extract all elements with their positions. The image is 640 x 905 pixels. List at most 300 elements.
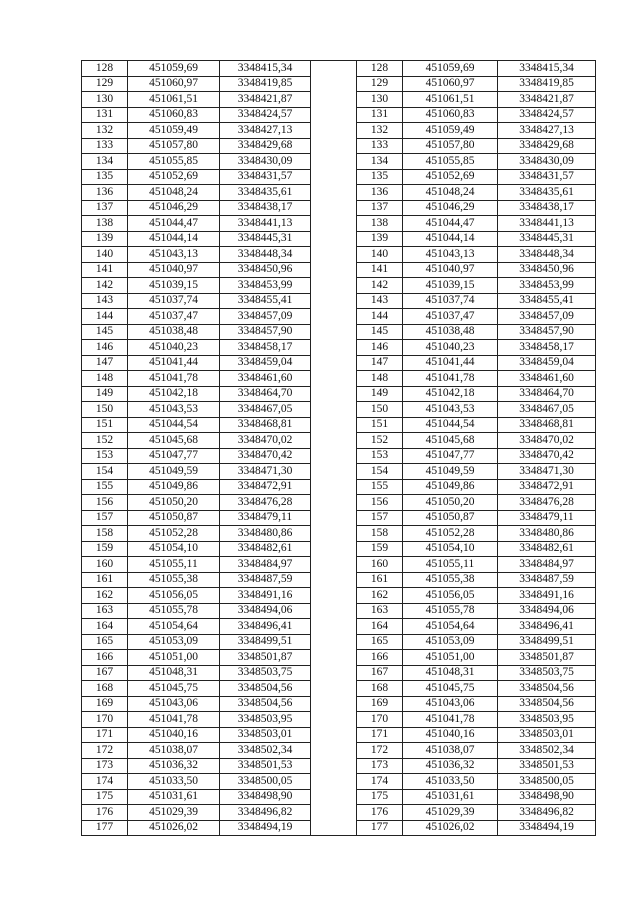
right-y-coordinate-cell: 3348484,97 [498,557,596,573]
right-y-coordinate-cell: 3348429,68 [498,138,596,154]
right-point-number-cell: 162 [357,588,403,604]
right-x-coordinate-cell: 451050,20 [403,495,498,511]
left-point-number-cell: 152 [82,433,128,449]
right-point-number-cell: 146 [357,340,403,356]
right-point-number-cell: 177 [357,820,403,836]
right-x-coordinate-cell: 451055,85 [403,154,498,170]
table-row [82,634,596,650]
table-gap-cell [311,572,357,588]
right-point-number-cell: 175 [357,789,403,805]
right-y-coordinate-cell: 3348498,90 [498,789,596,805]
left-x-coordinate-cell: 451043,53 [128,402,220,418]
right-point-number-cell: 161 [357,572,403,588]
left-x-coordinate-cell: 451043,06 [128,696,220,712]
left-y-coordinate-cell: 3348503,75 [220,665,311,681]
coordinates-table [81,60,596,836]
right-y-coordinate-cell: 3348482,61 [498,541,596,557]
left-x-coordinate-cell: 451047,77 [128,448,220,464]
table-gap-cell [311,448,357,464]
table-gap-cell [311,479,357,495]
right-x-coordinate-cell: 451044,54 [403,417,498,433]
right-point-number-cell: 128 [357,61,403,77]
right-point-number-cell: 156 [357,495,403,511]
table-gap-cell [311,231,357,247]
right-y-coordinate-cell: 3348457,09 [498,309,596,325]
right-y-coordinate-cell: 3348494,06 [498,603,596,619]
table-row [82,107,596,123]
left-point-number-cell: 148 [82,371,128,387]
left-point-number-cell: 145 [82,324,128,340]
left-y-coordinate-cell: 3348476,28 [220,495,311,511]
right-point-number-cell: 154 [357,464,403,480]
table-gap-cell [311,123,357,139]
right-x-coordinate-cell: 451038,48 [403,324,498,340]
table-gap-cell [311,154,357,170]
table-row [82,681,596,697]
left-point-number-cell: 130 [82,92,128,108]
table-row [82,696,596,712]
right-x-coordinate-cell: 451040,16 [403,727,498,743]
table-row [82,402,596,418]
table-gap-cell [311,324,357,340]
right-x-coordinate-cell: 451049,86 [403,479,498,495]
right-x-coordinate-cell: 451026,02 [403,820,498,836]
left-x-coordinate-cell: 451044,54 [128,417,220,433]
left-x-coordinate-cell: 451060,83 [128,107,220,123]
table-row [82,309,596,325]
left-y-coordinate-cell: 3348421,87 [220,92,311,108]
left-y-coordinate-cell: 3348457,09 [220,309,311,325]
table-gap-cell [311,278,357,294]
right-x-coordinate-cell: 451053,09 [403,634,498,650]
table-gap-cell [311,588,357,604]
left-y-coordinate-cell: 3348504,56 [220,681,311,697]
left-y-coordinate-cell: 3348415,34 [220,61,311,77]
right-x-coordinate-cell: 451046,29 [403,200,498,216]
left-point-number-cell: 142 [82,278,128,294]
table-gap-cell [311,727,357,743]
right-point-number-cell: 158 [357,526,403,542]
right-y-coordinate-cell: 3348503,01 [498,727,596,743]
right-point-number-cell: 132 [357,123,403,139]
table-row [82,572,596,588]
right-x-coordinate-cell: 451048,31 [403,665,498,681]
table-row [82,805,596,821]
table-gap-cell [311,758,357,774]
right-x-coordinate-cell: 451047,77 [403,448,498,464]
left-x-coordinate-cell: 451040,97 [128,262,220,278]
left-x-coordinate-cell: 451048,31 [128,665,220,681]
right-point-number-cell: 171 [357,727,403,743]
left-point-number-cell: 177 [82,820,128,836]
left-x-coordinate-cell: 451055,78 [128,603,220,619]
left-x-coordinate-cell: 451037,47 [128,309,220,325]
table-row [82,665,596,681]
table-row [82,619,596,635]
right-point-number-cell: 163 [357,603,403,619]
left-point-number-cell: 132 [82,123,128,139]
left-y-coordinate-cell: 3348471,30 [220,464,311,480]
table-gap-cell [311,805,357,821]
table-row [82,433,596,449]
left-y-coordinate-cell: 3348479,11 [220,510,311,526]
table-row [82,479,596,495]
left-x-coordinate-cell: 451048,24 [128,185,220,201]
right-x-coordinate-cell: 451043,13 [403,247,498,263]
left-point-number-cell: 133 [82,138,128,154]
right-y-coordinate-cell: 3348501,87 [498,650,596,666]
left-y-coordinate-cell: 3348441,13 [220,216,311,232]
left-point-number-cell: 173 [82,758,128,774]
left-x-coordinate-cell: 451039,15 [128,278,220,294]
table-gap-cell [311,169,357,185]
left-point-number-cell: 136 [82,185,128,201]
left-point-number-cell: 176 [82,805,128,821]
table-row [82,216,596,232]
right-y-coordinate-cell: 3348464,70 [498,386,596,402]
table-gap-cell [311,107,357,123]
table-row [82,262,596,278]
left-point-number-cell: 147 [82,355,128,371]
right-y-coordinate-cell: 3348445,31 [498,231,596,247]
right-y-coordinate-cell: 3348504,56 [498,696,596,712]
right-point-number-cell: 153 [357,448,403,464]
left-point-number-cell: 165 [82,634,128,650]
left-point-number-cell: 160 [82,557,128,573]
table-row [82,727,596,743]
left-x-coordinate-cell: 451049,59 [128,464,220,480]
left-x-coordinate-cell: 451056,05 [128,588,220,604]
table-row [82,200,596,216]
left-x-coordinate-cell: 451045,68 [128,433,220,449]
left-point-number-cell: 128 [82,61,128,77]
left-x-coordinate-cell: 451046,29 [128,200,220,216]
left-y-coordinate-cell: 3348470,42 [220,448,311,464]
left-y-coordinate-cell: 3348503,95 [220,712,311,728]
table-gap-cell [311,433,357,449]
left-y-coordinate-cell: 3348496,41 [220,619,311,635]
right-x-coordinate-cell: 451036,32 [403,758,498,774]
table-row [82,293,596,309]
table-gap-cell [311,247,357,263]
right-x-coordinate-cell: 451033,50 [403,774,498,790]
left-x-coordinate-cell: 451037,74 [128,293,220,309]
table-gap-cell [311,402,357,418]
table-gap-cell [311,355,357,371]
left-x-coordinate-cell: 451059,69 [128,61,220,77]
right-x-coordinate-cell: 451037,47 [403,309,498,325]
table-row [82,61,596,77]
right-x-coordinate-cell: 451031,61 [403,789,498,805]
left-y-coordinate-cell: 3348482,61 [220,541,311,557]
left-y-coordinate-cell: 3348501,87 [220,650,311,666]
table-gap-cell [311,665,357,681]
right-point-number-cell: 166 [357,650,403,666]
left-y-coordinate-cell: 3348450,96 [220,262,311,278]
left-x-coordinate-cell: 451050,20 [128,495,220,511]
table-row [82,541,596,557]
right-x-coordinate-cell: 451029,39 [403,805,498,821]
left-x-coordinate-cell: 451038,48 [128,324,220,340]
left-point-number-cell: 171 [82,727,128,743]
right-point-number-cell: 134 [357,154,403,170]
left-y-coordinate-cell: 3348496,82 [220,805,311,821]
left-y-coordinate-cell: 3348498,90 [220,789,311,805]
right-point-number-cell: 147 [357,355,403,371]
right-y-coordinate-cell: 3348480,86 [498,526,596,542]
right-point-number-cell: 135 [357,169,403,185]
left-y-coordinate-cell: 3348503,01 [220,727,311,743]
left-point-number-cell: 150 [82,402,128,418]
left-y-coordinate-cell: 3348501,53 [220,758,311,774]
right-x-coordinate-cell: 451054,64 [403,619,498,635]
right-x-coordinate-cell: 451040,23 [403,340,498,356]
table-row [82,510,596,526]
left-x-coordinate-cell: 451041,78 [128,371,220,387]
left-y-coordinate-cell: 3348458,17 [220,340,311,356]
left-point-number-cell: 158 [82,526,128,542]
table-gap-cell [311,61,357,77]
left-point-number-cell: 146 [82,340,128,356]
right-point-number-cell: 167 [357,665,403,681]
right-point-number-cell: 174 [357,774,403,790]
right-point-number-cell: 150 [357,402,403,418]
table-row [82,76,596,92]
left-y-coordinate-cell: 3348430,09 [220,154,311,170]
right-y-coordinate-cell: 3348453,99 [498,278,596,294]
table-row [82,588,596,604]
right-point-number-cell: 159 [357,541,403,557]
left-y-coordinate-cell: 3348464,70 [220,386,311,402]
left-point-number-cell: 140 [82,247,128,263]
left-point-number-cell: 157 [82,510,128,526]
left-y-coordinate-cell: 3348419,85 [220,76,311,92]
right-point-number-cell: 169 [357,696,403,712]
right-x-coordinate-cell: 451043,06 [403,696,498,712]
table-gap-cell [311,92,357,108]
left-x-coordinate-cell: 451054,64 [128,619,220,635]
left-y-coordinate-cell: 3348427,13 [220,123,311,139]
left-point-number-cell: 161 [82,572,128,588]
left-y-coordinate-cell: 3348424,57 [220,107,311,123]
right-x-coordinate-cell: 451042,18 [403,386,498,402]
left-y-coordinate-cell: 3348429,68 [220,138,311,154]
table-gap-cell [311,262,357,278]
right-y-coordinate-cell: 3348427,13 [498,123,596,139]
table-row [82,464,596,480]
right-point-number-cell: 168 [357,681,403,697]
right-x-coordinate-cell: 451037,74 [403,293,498,309]
right-x-coordinate-cell: 451051,00 [403,650,498,666]
left-x-coordinate-cell: 451033,50 [128,774,220,790]
table-gap-cell [311,526,357,542]
left-x-coordinate-cell: 451036,32 [128,758,220,774]
left-point-number-cell: 172 [82,743,128,759]
right-point-number-cell: 165 [357,634,403,650]
table-gap-cell [311,603,357,619]
right-y-coordinate-cell: 3348496,41 [498,619,596,635]
left-point-number-cell: 156 [82,495,128,511]
table-row [82,92,596,108]
left-x-coordinate-cell: 451029,39 [128,805,220,821]
table-gap-cell [311,309,357,325]
table-row [82,371,596,387]
table-row [82,340,596,356]
right-x-coordinate-cell: 451056,05 [403,588,498,604]
left-y-coordinate-cell: 3348500,05 [220,774,311,790]
right-point-number-cell: 155 [357,479,403,495]
table-row [82,123,596,139]
right-point-number-cell: 170 [357,712,403,728]
right-point-number-cell: 173 [357,758,403,774]
table-gap-cell [311,820,357,836]
table-gap-cell [311,340,357,356]
table-row [82,495,596,511]
left-y-coordinate-cell: 3348435,61 [220,185,311,201]
table-gap-cell [311,464,357,480]
right-y-coordinate-cell: 3348461,60 [498,371,596,387]
right-point-number-cell: 157 [357,510,403,526]
right-y-coordinate-cell: 3348435,61 [498,185,596,201]
right-point-number-cell: 176 [357,805,403,821]
table-row [82,247,596,263]
table-row [82,758,596,774]
left-point-number-cell: 155 [82,479,128,495]
left-point-number-cell: 141 [82,262,128,278]
left-point-number-cell: 129 [82,76,128,92]
left-y-coordinate-cell: 3348459,04 [220,355,311,371]
left-point-number-cell: 164 [82,619,128,635]
table-gap-cell [311,789,357,805]
table-row [82,557,596,573]
right-x-coordinate-cell: 451059,49 [403,123,498,139]
left-x-coordinate-cell: 451044,14 [128,231,220,247]
table-gap-cell [311,495,357,511]
left-point-number-cell: 139 [82,231,128,247]
table-gap-cell [311,386,357,402]
left-y-coordinate-cell: 3348487,59 [220,572,311,588]
left-x-coordinate-cell: 451042,18 [128,386,220,402]
left-y-coordinate-cell: 3348455,41 [220,293,311,309]
left-point-number-cell: 174 [82,774,128,790]
right-x-coordinate-cell: 451059,69 [403,61,498,77]
left-point-number-cell: 166 [82,650,128,666]
table-row [82,820,596,836]
table-row [82,603,596,619]
right-x-coordinate-cell: 451041,78 [403,371,498,387]
right-point-number-cell: 143 [357,293,403,309]
right-x-coordinate-cell: 451039,15 [403,278,498,294]
table-row [82,417,596,433]
right-point-number-cell: 148 [357,371,403,387]
left-x-coordinate-cell: 451038,07 [128,743,220,759]
left-y-coordinate-cell: 3348480,86 [220,526,311,542]
table-row [82,231,596,247]
left-y-coordinate-cell: 3348499,51 [220,634,311,650]
table-gap-cell [311,185,357,201]
left-x-coordinate-cell: 451060,97 [128,76,220,92]
right-y-coordinate-cell: 3348500,05 [498,774,596,790]
right-point-number-cell: 131 [357,107,403,123]
left-x-coordinate-cell: 451026,02 [128,820,220,836]
right-point-number-cell: 144 [357,309,403,325]
right-point-number-cell: 164 [357,619,403,635]
right-y-coordinate-cell: 3348470,42 [498,448,596,464]
table-gap-cell [311,634,357,650]
left-point-number-cell: 159 [82,541,128,557]
right-x-coordinate-cell: 451045,75 [403,681,498,697]
left-x-coordinate-cell: 451053,09 [128,634,220,650]
left-y-coordinate-cell: 3348457,90 [220,324,311,340]
right-point-number-cell: 136 [357,185,403,201]
right-point-number-cell: 149 [357,386,403,402]
left-x-coordinate-cell: 451055,38 [128,572,220,588]
left-y-coordinate-cell: 3348438,17 [220,200,311,216]
right-y-coordinate-cell: 3348458,17 [498,340,596,356]
left-point-number-cell: 153 [82,448,128,464]
right-point-number-cell: 137 [357,200,403,216]
table-gap-cell [311,619,357,635]
right-x-coordinate-cell: 451060,97 [403,76,498,92]
right-y-coordinate-cell: 3348479,11 [498,510,596,526]
right-y-coordinate-cell: 3348494,19 [498,820,596,836]
left-x-coordinate-cell: 451040,23 [128,340,220,356]
right-x-coordinate-cell: 451060,83 [403,107,498,123]
left-point-number-cell: 175 [82,789,128,805]
right-y-coordinate-cell: 3348503,75 [498,665,596,681]
table-gap-cell [311,650,357,666]
left-y-coordinate-cell: 3348467,05 [220,402,311,418]
right-x-coordinate-cell: 451050,87 [403,510,498,526]
table-gap-cell [311,681,357,697]
left-x-coordinate-cell: 451057,80 [128,138,220,154]
table-row [82,386,596,402]
right-x-coordinate-cell: 451040,97 [403,262,498,278]
right-y-coordinate-cell: 3348503,95 [498,712,596,728]
table-gap-cell [311,557,357,573]
right-y-coordinate-cell: 3348496,82 [498,805,596,821]
left-point-number-cell: 149 [82,386,128,402]
left-point-number-cell: 169 [82,696,128,712]
right-point-number-cell: 138 [357,216,403,232]
table-gap-cell [311,293,357,309]
left-point-number-cell: 131 [82,107,128,123]
table-gap-cell [311,774,357,790]
right-y-coordinate-cell: 3348415,34 [498,61,596,77]
left-point-number-cell: 143 [82,293,128,309]
left-y-coordinate-cell: 3348472,91 [220,479,311,495]
right-y-coordinate-cell: 3348450,96 [498,262,596,278]
table-row [82,789,596,805]
right-point-number-cell: 141 [357,262,403,278]
table-row [82,154,596,170]
left-y-coordinate-cell: 3348453,99 [220,278,311,294]
right-point-number-cell: 140 [357,247,403,263]
right-y-coordinate-cell: 3348455,41 [498,293,596,309]
right-y-coordinate-cell: 3348430,09 [498,154,596,170]
left-x-coordinate-cell: 451052,28 [128,526,220,542]
right-point-number-cell: 172 [357,743,403,759]
right-x-coordinate-cell: 451055,38 [403,572,498,588]
table-gap-cell [311,200,357,216]
right-x-coordinate-cell: 451061,51 [403,92,498,108]
table-row [82,448,596,464]
left-y-coordinate-cell: 3348484,97 [220,557,311,573]
table-row [82,355,596,371]
right-point-number-cell: 129 [357,76,403,92]
right-y-coordinate-cell: 3348457,90 [498,324,596,340]
left-y-coordinate-cell: 3348468,81 [220,417,311,433]
